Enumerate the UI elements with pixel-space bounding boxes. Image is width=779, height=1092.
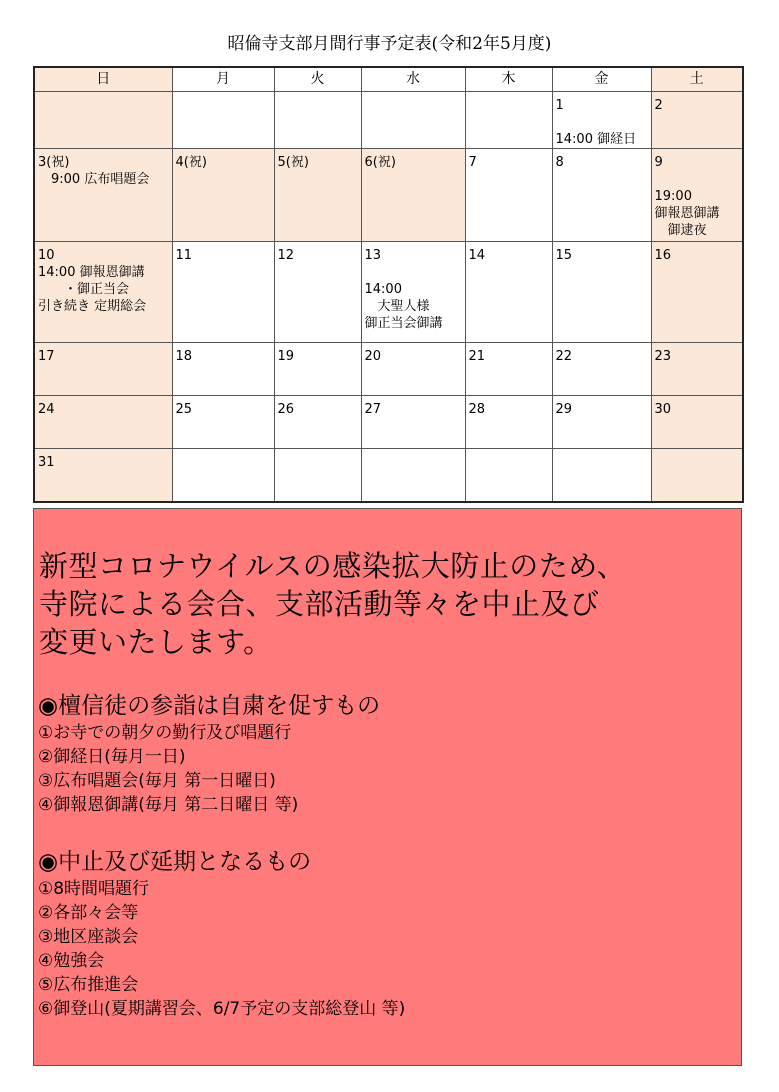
page-title: 昭倫寺支部月間行事予定表(令和2年5月度) — [227, 34, 552, 54]
day-number: 18 — [175, 349, 193, 364]
day-number: 25 — [175, 402, 193, 417]
list-item: ⑤広布推進会 — [38, 975, 139, 995]
calendar-cell-tue — [274, 449, 361, 502]
calendar-cell-fri — [552, 343, 651, 396]
calendar-week-row — [34, 449, 743, 502]
day-number: 12 — [277, 248, 295, 263]
calendar-cell-thu — [465, 396, 552, 449]
notice-headline — [39, 547, 626, 661]
calendar-week-row — [34, 396, 743, 449]
day-number — [35, 92, 172, 97]
day-number: 14 — [468, 248, 486, 263]
calendar-cell-sat — [651, 449, 743, 502]
day-number: 22 — [555, 349, 573, 364]
day-number — [466, 92, 552, 97]
weekday-header-wed: 水 — [361, 67, 465, 92]
event-text: 御正当会御講 — [364, 316, 443, 331]
calendar-cell-fri — [552, 242, 651, 343]
section1-heading: ◉檀信徒の参詣は自粛を促すもの — [38, 693, 381, 719]
calendar-cell-sun — [34, 149, 172, 242]
notice-headline-line: 新型コロナウイルスの感染拡大防止のため、 — [39, 549, 627, 583]
day-number: 28 — [468, 402, 486, 417]
section2-heading: ◉中止及び延期となるもの — [38, 849, 312, 875]
list-item: ②各部々会等 — [38, 903, 139, 923]
weekday-header-sun: 日 — [34, 67, 172, 92]
calendar-cell-mon — [172, 242, 274, 343]
day-number: 29 — [555, 402, 573, 417]
calendar-cell-wed — [361, 242, 465, 343]
list-item: ②御経日(毎月一日) — [38, 747, 186, 767]
calendar-cell-mon — [172, 396, 274, 449]
calendar-cell-fri — [552, 449, 651, 502]
day-number: 6(祝) — [364, 155, 396, 170]
calendar-cell-thu — [465, 449, 552, 502]
calendar-cell-thu — [465, 149, 552, 242]
day-number: 23 — [654, 349, 672, 364]
calendar-cell-thu — [465, 343, 552, 396]
list-item: ⑥御登山(夏期講習会、6/7予定の支部総登山 等) — [38, 999, 406, 1019]
event-text — [553, 114, 651, 131]
event-text — [362, 264, 465, 281]
calendar-cell-wed — [361, 149, 465, 242]
day-number: 15 — [555, 248, 573, 263]
event-text — [652, 171, 743, 188]
day-number: 30 — [654, 402, 672, 417]
calendar-cell-sat — [651, 242, 743, 343]
day-number: 26 — [277, 402, 295, 417]
day-number — [173, 92, 274, 97]
day-number: 10 — [38, 248, 55, 263]
day-number — [173, 449, 274, 454]
calendar-cell-sun — [34, 396, 172, 449]
list-item: ③広布唱題会(毎月 第一日曜日) — [38, 771, 276, 791]
calendar-week-row — [34, 92, 743, 149]
day-number: 19 — [277, 349, 295, 364]
calendar-table — [33, 66, 744, 503]
calendar-cell-tue — [274, 242, 361, 343]
day-number — [362, 449, 465, 454]
calendar-cell-fri — [552, 149, 651, 242]
weekday-header-thu: 木 — [465, 67, 552, 92]
calendar-cell-wed — [361, 449, 465, 502]
event-text: ・御正当会 — [38, 282, 130, 297]
event-text: 御報恩御講 — [654, 206, 720, 221]
event-text: 19:00 — [654, 189, 692, 204]
event-text: 引き続き 定期総会 — [38, 299, 147, 314]
weekday-header-row — [34, 67, 743, 92]
calendar-cell-mon — [172, 343, 274, 396]
notice-box — [33, 508, 742, 1066]
event-text: 9:00 広布唱題会 — [38, 172, 150, 187]
calendar-week-row — [34, 242, 743, 343]
calendar-week-row — [34, 149, 743, 242]
day-number — [553, 449, 651, 454]
day-number: 4(祝) — [175, 155, 207, 170]
day-number: 17 — [38, 349, 55, 364]
calendar-cell-thu — [465, 92, 552, 149]
day-number: 5(祝) — [277, 155, 309, 170]
day-number — [362, 92, 465, 97]
day-number: 20 — [364, 349, 382, 364]
calendar-cell-sun — [34, 242, 172, 343]
weekday-header-tue: 火 — [274, 67, 361, 92]
day-number: 7 — [468, 155, 477, 170]
day-number — [275, 92, 361, 97]
calendar-cell-tue — [274, 343, 361, 396]
list-item: ④御報恩御講(毎月 第二日曜日 等) — [38, 795, 299, 815]
calendar-cell-thu — [465, 242, 552, 343]
calendar-cell-sat — [651, 396, 743, 449]
calendar-cell-sun — [34, 449, 172, 502]
day-number: 8 — [555, 155, 564, 170]
day-number — [466, 449, 552, 454]
calendar-cell-sat — [651, 92, 743, 149]
section2-list — [38, 877, 405, 1021]
weekday-header-mon: 月 — [172, 67, 274, 92]
calendar-cell-mon — [172, 149, 274, 242]
list-item: ③地区座談会 — [38, 927, 139, 947]
weekday-header-sat: 土 — [651, 67, 743, 92]
list-item: ①お寺での朝夕の勤行及び唱題行 — [38, 723, 292, 743]
calendar-cell-fri — [552, 396, 651, 449]
event-text: 14:00 — [364, 282, 402, 297]
day-number: 24 — [38, 402, 55, 417]
calendar-cell-mon — [172, 449, 274, 502]
calendar-cell-sat — [651, 149, 743, 242]
event-text: 大聖人様 — [364, 299, 430, 314]
calendar-cell-sun — [34, 92, 172, 149]
calendar-cell-wed — [361, 343, 465, 396]
day-number — [652, 449, 743, 454]
calendar-cell-sat — [651, 343, 743, 396]
list-item: ④勉強会 — [38, 951, 105, 971]
weekday-header-fri: 金 — [552, 67, 651, 92]
calendar-cell-wed — [361, 92, 465, 149]
calendar-week-row — [34, 343, 743, 396]
day-number: 13 — [364, 248, 382, 263]
day-number: 3(祝) — [38, 155, 70, 170]
notice-headline-line: 寺院による会合、支部活動等々を中止及び — [39, 587, 600, 621]
day-number: 11 — [175, 248, 193, 263]
calendar-cell-fri — [552, 92, 651, 149]
calendar-cell-wed — [361, 396, 465, 449]
day-number — [275, 449, 361, 454]
day-number: 2 — [654, 98, 663, 113]
event-text: 14:00 御経日 — [555, 132, 637, 147]
day-number: 1 — [555, 98, 564, 113]
day-number: 21 — [468, 349, 486, 364]
day-number: 27 — [364, 402, 382, 417]
calendar-cell-tue — [274, 396, 361, 449]
day-number: 31 — [38, 455, 55, 470]
calendar-cell-tue — [274, 92, 361, 149]
calendar-cell-tue — [274, 149, 361, 242]
calendar-cell-sun — [34, 343, 172, 396]
day-number: 9 — [654, 155, 663, 170]
list-item: ①8時間唱題行 — [38, 879, 150, 899]
day-number: 16 — [654, 248, 672, 263]
event-text: 御逮夜 — [654, 223, 707, 238]
section1-list — [38, 721, 298, 817]
calendar-cell-mon — [172, 92, 274, 149]
event-text: 14:00 御報恩御講 — [38, 265, 145, 280]
notice-headline-line: 変更いたします。 — [39, 625, 273, 659]
